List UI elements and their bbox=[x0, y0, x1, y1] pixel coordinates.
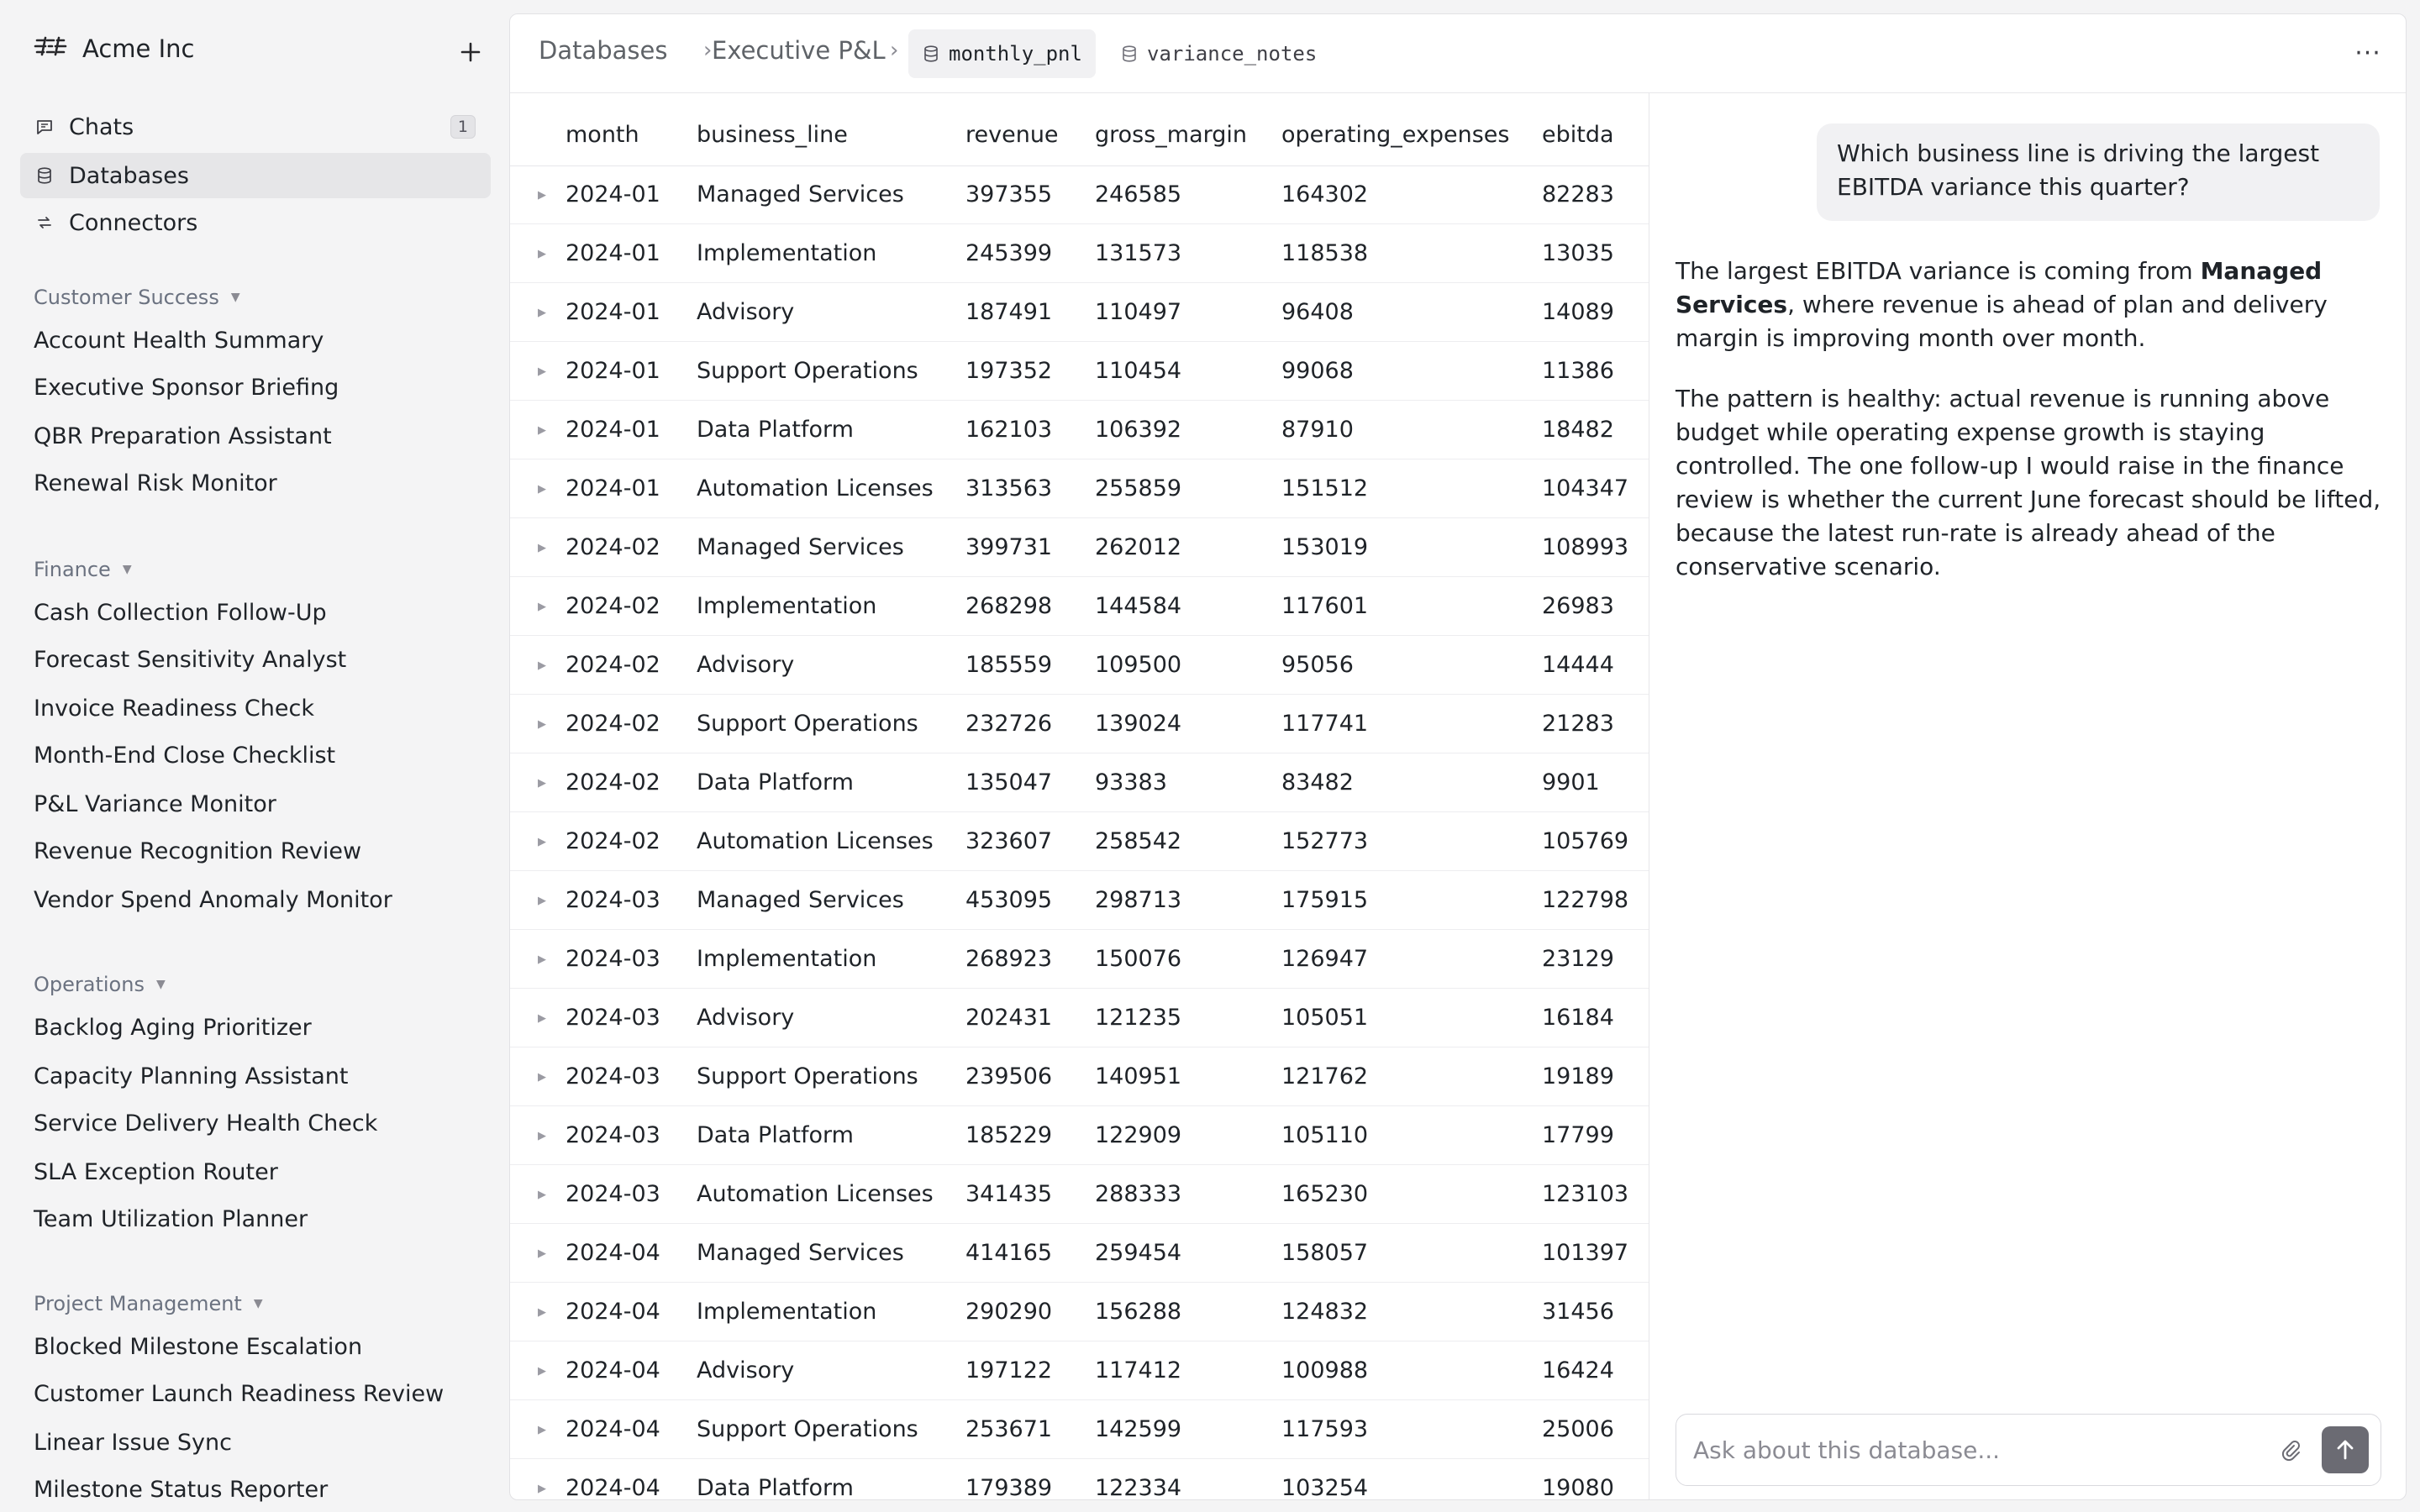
expand-row-icon[interactable]: ▶ bbox=[538, 953, 546, 966]
table-cell: 151512 bbox=[1281, 475, 1369, 501]
table-cell: 262012 bbox=[1095, 534, 1182, 560]
table-cell: 109500 bbox=[1095, 652, 1182, 678]
table-cell: 25006 bbox=[1542, 1416, 1614, 1442]
chevron-right-icon: › bbox=[703, 38, 713, 63]
table-cell: Managed Services bbox=[697, 1240, 904, 1266]
table-cell: 150076 bbox=[1095, 946, 1182, 972]
expand-row-icon[interactable]: ▶ bbox=[538, 188, 546, 202]
expand-row-icon[interactable]: ▶ bbox=[538, 1188, 546, 1201]
table-cell: 185229 bbox=[965, 1122, 1053, 1148]
expand-row-icon[interactable]: ▶ bbox=[538, 365, 546, 378]
table-cell: 121235 bbox=[1095, 1005, 1182, 1031]
expand-row-icon[interactable]: ▶ bbox=[538, 423, 546, 437]
table-row[interactable] bbox=[510, 165, 1649, 224]
expand-row-icon[interactable]: ▶ bbox=[538, 1129, 546, 1142]
table-cell: 2024-02 bbox=[566, 769, 660, 795]
expand-row-icon[interactable]: ▶ bbox=[538, 1247, 546, 1260]
expand-row-icon[interactable]: ▶ bbox=[538, 1364, 546, 1378]
table-cell: 19189 bbox=[1542, 1063, 1614, 1089]
table-cell: 124832 bbox=[1281, 1299, 1369, 1325]
sidebar-link[interactable]: Account Health Summary bbox=[34, 328, 324, 354]
table-row[interactable] bbox=[510, 871, 1649, 930]
table-row[interactable] bbox=[510, 1400, 1649, 1459]
table-cell: 153019 bbox=[1281, 534, 1369, 560]
table-cell: 95056 bbox=[1281, 652, 1354, 678]
table-cell: 2024-01 bbox=[566, 240, 660, 266]
expand-row-icon[interactable]: ▶ bbox=[538, 482, 546, 496]
column-header-month[interactable]: month bbox=[566, 122, 639, 148]
table-cell: 9901 bbox=[1542, 769, 1600, 795]
table-cell: 14089 bbox=[1542, 299, 1614, 325]
table-cell: 255859 bbox=[1095, 475, 1182, 501]
sidebar-link[interactable]: Month-End Close Checklist bbox=[34, 743, 336, 769]
unread-count-badge: 1 bbox=[450, 115, 476, 139]
reply-text: The largest EBITDA variance is coming from bbox=[1676, 257, 2201, 285]
table-cell: 288333 bbox=[1095, 1181, 1182, 1207]
expand-row-icon[interactable]: ▶ bbox=[538, 1482, 546, 1495]
table-cell: 2024-04 bbox=[566, 1299, 660, 1325]
nav-item-chats[interactable] bbox=[20, 104, 491, 150]
table-cell: 123103 bbox=[1542, 1181, 1629, 1207]
table-cell: 93383 bbox=[1095, 769, 1167, 795]
table-cell: 2024-02 bbox=[566, 593, 660, 619]
table-cell: 105051 bbox=[1281, 1005, 1369, 1031]
chat-icon bbox=[34, 116, 55, 138]
tab-label: variance_notes bbox=[1147, 42, 1318, 66]
table-row[interactable] bbox=[510, 1047, 1649, 1106]
table-cell: 142599 bbox=[1095, 1416, 1182, 1442]
reply-emphasis: Managed Services bbox=[1676, 257, 2323, 318]
table-cell: 110497 bbox=[1095, 299, 1182, 325]
table-row[interactable] bbox=[510, 1224, 1649, 1283]
caret-down-icon: ▼ bbox=[253, 1297, 263, 1310]
table-cell: Implementation bbox=[697, 1299, 877, 1325]
table-cell: Support Operations bbox=[697, 1063, 918, 1089]
table-cell: 26983 bbox=[1542, 593, 1614, 619]
caret-down-icon: ▼ bbox=[122, 563, 132, 576]
table-cell: 105110 bbox=[1281, 1122, 1369, 1148]
assistant-paragraph: The pattern is healthy: actual revenue is running above budget while operating expense growth is staying controlled. The one follow-up I would raise in the finance review is whether the current June forecast should be lifted, because the latest run-rate is already ahead of the conservative scenario. bbox=[1676, 385, 2381, 580]
table-cell: 105769 bbox=[1542, 828, 1629, 854]
table-cell: 16184 bbox=[1542, 1005, 1614, 1031]
table-cell: Advisory bbox=[697, 652, 795, 678]
table-cell: 202431 bbox=[965, 1005, 1053, 1031]
table-cell: Data Platform bbox=[697, 769, 854, 795]
table-cell: 298713 bbox=[1095, 887, 1182, 913]
table-cell: 139024 bbox=[1095, 711, 1182, 737]
sidebar-link[interactable]: Milestone Status Reporter bbox=[34, 1477, 329, 1503]
data-table bbox=[510, 93, 1649, 1500]
sidebar-link[interactable]: Customer Launch Readiness Review bbox=[34, 1381, 445, 1407]
workspace-name: Acme Inc bbox=[82, 34, 195, 63]
send-button[interactable] bbox=[2322, 1426, 2369, 1473]
table-cell: 144584 bbox=[1095, 593, 1182, 619]
table-cell: 104347 bbox=[1542, 475, 1629, 501]
expand-row-icon[interactable]: ▶ bbox=[538, 835, 546, 848]
nav-label: Databases bbox=[69, 162, 189, 189]
section-title: Finance bbox=[34, 558, 111, 581]
table-row[interactable] bbox=[510, 342, 1649, 401]
table-cell: Data Platform bbox=[697, 1475, 854, 1500]
main-panel bbox=[509, 13, 2407, 1500]
table-cell: 16424 bbox=[1542, 1357, 1614, 1383]
ellipsis-icon: ··· bbox=[2354, 38, 2381, 68]
table-cell: 103254 bbox=[1281, 1475, 1369, 1500]
table-cell: 2024-02 bbox=[566, 652, 660, 678]
table-icon bbox=[1120, 45, 1139, 63]
table-cell: Implementation bbox=[697, 946, 877, 972]
table-cell: 13035 bbox=[1542, 240, 1614, 266]
arrow-up-icon bbox=[2333, 1437, 2358, 1462]
table-cell: Advisory bbox=[697, 1005, 795, 1031]
sidebar-link[interactable]: Renewal Risk Monitor bbox=[34, 470, 277, 496]
table-cell: Advisory bbox=[697, 1357, 795, 1383]
table-cell: 126947 bbox=[1281, 946, 1369, 972]
sidebar-link[interactable]: Blocked Milestone Escalation bbox=[34, 1334, 363, 1360]
nav-label: Connectors bbox=[69, 209, 198, 236]
section-toggle-project-management[interactable] bbox=[34, 1292, 263, 1315]
section-title: Customer Success bbox=[34, 286, 219, 309]
table-cell: 187491 bbox=[965, 299, 1053, 325]
table-cell: 341435 bbox=[965, 1181, 1053, 1207]
table-cell: Data Platform bbox=[697, 417, 854, 443]
table-cell: 239506 bbox=[965, 1063, 1053, 1089]
table-cell: 2024-03 bbox=[566, 946, 660, 972]
table-cell: 2024-04 bbox=[566, 1475, 660, 1500]
table-cell: 2024-03 bbox=[566, 1122, 660, 1148]
table-cell: 131573 bbox=[1095, 240, 1182, 266]
sidebar bbox=[0, 0, 508, 1512]
table-cell: 185559 bbox=[965, 652, 1053, 678]
table-cell: Automation Licenses bbox=[697, 828, 934, 854]
table-cell: 83482 bbox=[1281, 769, 1354, 795]
table-cell: Managed Services bbox=[697, 887, 904, 913]
table-cell: 117741 bbox=[1281, 711, 1369, 737]
table-cell: 122798 bbox=[1542, 887, 1629, 913]
connectors-icon bbox=[34, 212, 55, 234]
section-toggle-finance[interactable] bbox=[34, 558, 132, 581]
table-cell: 2024-02 bbox=[566, 711, 660, 737]
table-cell: 118538 bbox=[1281, 240, 1369, 266]
table-cell: 164302 bbox=[1281, 181, 1369, 207]
tab-monthly-pnl[interactable] bbox=[908, 29, 1096, 78]
breadcrumb-databases[interactable]: Databases bbox=[539, 36, 668, 65]
expand-row-icon[interactable]: ▶ bbox=[538, 1423, 546, 1436]
caret-down-icon: ▼ bbox=[155, 978, 166, 991]
expand-row-icon[interactable]: ▶ bbox=[538, 247, 546, 260]
table-cell: 2024-04 bbox=[566, 1416, 660, 1442]
sidebar-link[interactable]: Vendor Spend Anomaly Monitor bbox=[34, 887, 392, 913]
table-cell: 2024-01 bbox=[566, 475, 660, 501]
table-cell: 2024-01 bbox=[566, 181, 660, 207]
table-cell: 18482 bbox=[1542, 417, 1614, 443]
table-cell: 2024-03 bbox=[566, 887, 660, 913]
sidebar-link[interactable]: Cash Collection Follow-Up bbox=[34, 600, 327, 626]
table-row[interactable] bbox=[510, 1283, 1649, 1341]
table-cell: 197122 bbox=[965, 1357, 1053, 1383]
table-cell: 2024-02 bbox=[566, 828, 660, 854]
user-message: Which business line is driving the largest EBITDA variance this quarter? bbox=[1817, 123, 2380, 221]
table-cell: 108993 bbox=[1542, 534, 1629, 560]
table-row[interactable] bbox=[510, 930, 1649, 989]
table-cell: 165230 bbox=[1281, 1181, 1369, 1207]
table-cell: 268298 bbox=[965, 593, 1053, 619]
table-cell: 31456 bbox=[1542, 1299, 1614, 1325]
table-cell: 453095 bbox=[965, 887, 1053, 913]
table-cell: Implementation bbox=[697, 240, 877, 266]
table-cell: 82283 bbox=[1542, 181, 1614, 207]
table-cell: 121762 bbox=[1281, 1063, 1369, 1089]
chat-input[interactable] bbox=[1693, 1430, 2265, 1470]
tab-label: monthly_pnl bbox=[949, 42, 1082, 66]
paperclip-icon bbox=[2278, 1438, 2303, 1463]
sidebar-link[interactable]: P&L Variance Monitor bbox=[34, 791, 276, 817]
table-cell: 117593 bbox=[1281, 1416, 1369, 1442]
table-cell: 23129 bbox=[1542, 946, 1614, 972]
table-cell: 122334 bbox=[1095, 1475, 1182, 1500]
table-cell: 2024-03 bbox=[566, 1063, 660, 1089]
table-cell: 21283 bbox=[1542, 711, 1614, 737]
table-row[interactable] bbox=[510, 401, 1649, 459]
chevron-right-icon: › bbox=[890, 38, 899, 63]
sidebar-link[interactable]: Linear Issue Sync bbox=[34, 1430, 232, 1456]
expand-row-icon[interactable]: ▶ bbox=[538, 894, 546, 907]
sidebar-link[interactable]: Backlog Aging Prioritizer bbox=[34, 1015, 312, 1041]
table-cell: Support Operations bbox=[697, 711, 918, 737]
topbar bbox=[510, 14, 2407, 93]
table-row[interactable] bbox=[510, 1459, 1649, 1500]
expand-row-icon[interactable]: ▶ bbox=[538, 1011, 546, 1025]
expand-row-icon[interactable]: ▶ bbox=[538, 600, 546, 613]
table-row[interactable] bbox=[510, 636, 1649, 695]
sidebar-link[interactable]: Revenue Recognition Review bbox=[34, 838, 362, 864]
table-cell: 290290 bbox=[965, 1299, 1053, 1325]
table-cell: 162103 bbox=[965, 417, 1053, 443]
chat-composer bbox=[1676, 1414, 2381, 1486]
attach-button[interactable] bbox=[2275, 1435, 2307, 1467]
table-cell: 140951 bbox=[1095, 1063, 1182, 1089]
reply-text: , where revenue is ahead of plan and delivery margin is improving month over month. bbox=[1676, 291, 2328, 352]
sidebar-link[interactable]: Forecast Sensitivity Analyst bbox=[34, 647, 347, 673]
sidebar-link[interactable]: Capacity Planning Assistant bbox=[34, 1063, 349, 1089]
sidebar-link[interactable]: QBR Preparation Assistant bbox=[34, 423, 332, 449]
caret-down-icon: ▼ bbox=[230, 291, 240, 304]
table-cell: 246585 bbox=[1095, 181, 1182, 207]
table-cell: 135047 bbox=[965, 769, 1053, 795]
expand-row-icon[interactable]: ▶ bbox=[538, 541, 546, 554]
table-cell: 245399 bbox=[965, 240, 1053, 266]
table-row[interactable] bbox=[510, 577, 1649, 636]
workspace-switcher[interactable] bbox=[34, 32, 194, 66]
table-row[interactable] bbox=[510, 753, 1649, 812]
table-cell: 156288 bbox=[1095, 1299, 1182, 1325]
table-row[interactable] bbox=[510, 518, 1649, 577]
table-cell: 100988 bbox=[1281, 1357, 1369, 1383]
table-cell: 11386 bbox=[1542, 358, 1614, 384]
table-cell: 2024-01 bbox=[566, 299, 660, 325]
sidebar-link[interactable]: Service Delivery Health Check bbox=[34, 1110, 378, 1137]
column-header-business-line[interactable]: business_line bbox=[697, 122, 848, 148]
table-cell: 117601 bbox=[1281, 593, 1369, 619]
table-cell: 399731 bbox=[965, 534, 1053, 560]
table-cell: 232726 bbox=[965, 711, 1053, 737]
table-cell: 175915 bbox=[1281, 887, 1369, 913]
logo-icon bbox=[34, 33, 67, 66]
column-header-operating-expenses[interactable]: operating_expenses bbox=[1281, 122, 1510, 148]
table-row[interactable] bbox=[510, 1106, 1649, 1165]
table-cell: Managed Services bbox=[697, 181, 904, 207]
sidebar-link[interactable]: Executive Sponsor Briefing bbox=[34, 375, 339, 401]
nav-item-databases[interactable] bbox=[20, 153, 491, 198]
assistant-paragraph bbox=[1676, 255, 2381, 355]
section-title: Operations bbox=[34, 973, 145, 996]
table-cell: 106392 bbox=[1095, 417, 1182, 443]
table-row[interactable] bbox=[510, 1165, 1649, 1224]
section-title: Project Management bbox=[34, 1292, 242, 1315]
table-icon bbox=[922, 45, 940, 63]
table-row[interactable] bbox=[510, 812, 1649, 871]
nav-item-connectors[interactable] bbox=[20, 200, 491, 245]
table-cell: 14444 bbox=[1542, 652, 1614, 678]
table-cell: Support Operations bbox=[697, 358, 918, 384]
table-cell: 99068 bbox=[1281, 358, 1354, 384]
table-cell: 197352 bbox=[965, 358, 1053, 384]
column-header-gross-margin[interactable]: gross_margin bbox=[1095, 122, 1248, 148]
table-cell: 101397 bbox=[1542, 1240, 1629, 1266]
table-row[interactable] bbox=[510, 1341, 1649, 1400]
table-cell: 313563 bbox=[965, 475, 1053, 501]
expand-row-icon[interactable]: ▶ bbox=[538, 1070, 546, 1084]
table-cell: Implementation bbox=[697, 593, 877, 619]
table-cell: Managed Services bbox=[697, 534, 904, 560]
column-header-revenue[interactable]: revenue bbox=[965, 122, 1059, 148]
table-cell: 152773 bbox=[1281, 828, 1369, 854]
new-chat-button[interactable] bbox=[452, 34, 489, 71]
tab-variance-notes[interactable] bbox=[1107, 29, 1330, 78]
table-cell: 2024-02 bbox=[566, 534, 660, 560]
table-row[interactable] bbox=[510, 224, 1649, 283]
database-icon bbox=[34, 165, 55, 186]
assistant-message bbox=[1676, 255, 2381, 611]
table-cell: 259454 bbox=[1095, 1240, 1182, 1266]
table-cell: Advisory bbox=[697, 299, 795, 325]
section-toggle-customer-success[interactable] bbox=[34, 286, 240, 309]
table-cell: 414165 bbox=[965, 1240, 1053, 1266]
table-cell: 96408 bbox=[1281, 299, 1354, 325]
table-cell: 2024-04 bbox=[566, 1357, 660, 1383]
table-cell: 122909 bbox=[1095, 1122, 1182, 1148]
chat-panel bbox=[1650, 93, 2407, 1500]
nav-label: Chats bbox=[69, 113, 134, 140]
column-header-ebitda[interactable]: ebitda bbox=[1542, 122, 1614, 148]
expand-row-icon[interactable]: ▶ bbox=[538, 1305, 546, 1319]
sidebar-link[interactable]: Team Utilization Planner bbox=[34, 1206, 308, 1232]
table-cell: Automation Licenses bbox=[697, 1181, 934, 1207]
expand-row-icon[interactable]: ▶ bbox=[538, 306, 546, 319]
expand-row-icon[interactable]: ▶ bbox=[538, 659, 546, 672]
table-cell: 87910 bbox=[1281, 417, 1354, 443]
table-cell: 258542 bbox=[1095, 828, 1182, 854]
table-row[interactable] bbox=[510, 695, 1649, 753]
table-cell: 2024-01 bbox=[566, 358, 660, 384]
table-cell: Data Platform bbox=[697, 1122, 854, 1148]
table-cell: 17799 bbox=[1542, 1122, 1614, 1148]
expand-row-icon[interactable]: ▶ bbox=[538, 776, 546, 790]
table-cell: 19080 bbox=[1542, 1475, 1614, 1500]
table-cell: 323607 bbox=[965, 828, 1053, 854]
table-cell: 2024-03 bbox=[566, 1181, 660, 1207]
table-cell: 110454 bbox=[1095, 358, 1182, 384]
table-cell: 2024-03 bbox=[566, 1005, 660, 1031]
table-cell: 117412 bbox=[1095, 1357, 1182, 1383]
table-cell: 2024-01 bbox=[566, 417, 660, 443]
breadcrumb-executive-pnl[interactable]: Executive P&L bbox=[712, 36, 886, 65]
table-cell: 179389 bbox=[965, 1475, 1053, 1500]
table-cell: Automation Licenses bbox=[697, 475, 934, 501]
sidebar-link[interactable]: Invoice Readiness Check bbox=[34, 696, 314, 722]
sidebar-link[interactable]: SLA Exception Router bbox=[34, 1159, 278, 1185]
expand-row-icon[interactable]: ▶ bbox=[538, 717, 546, 731]
plus-icon bbox=[460, 41, 481, 63]
table-cell: 158057 bbox=[1281, 1240, 1369, 1266]
more-options-button[interactable] bbox=[2349, 36, 2387, 70]
section-toggle-operations[interactable] bbox=[34, 973, 166, 996]
table-cell: 268923 bbox=[965, 946, 1053, 972]
table-cell: 2024-04 bbox=[566, 1240, 660, 1266]
table-row[interactable] bbox=[510, 459, 1649, 518]
table-row[interactable] bbox=[510, 989, 1649, 1047]
table-cell: 253671 bbox=[965, 1416, 1053, 1442]
table-cell: 397355 bbox=[965, 181, 1053, 207]
table-row[interactable] bbox=[510, 283, 1649, 342]
table-cell: Support Operations bbox=[697, 1416, 918, 1442]
